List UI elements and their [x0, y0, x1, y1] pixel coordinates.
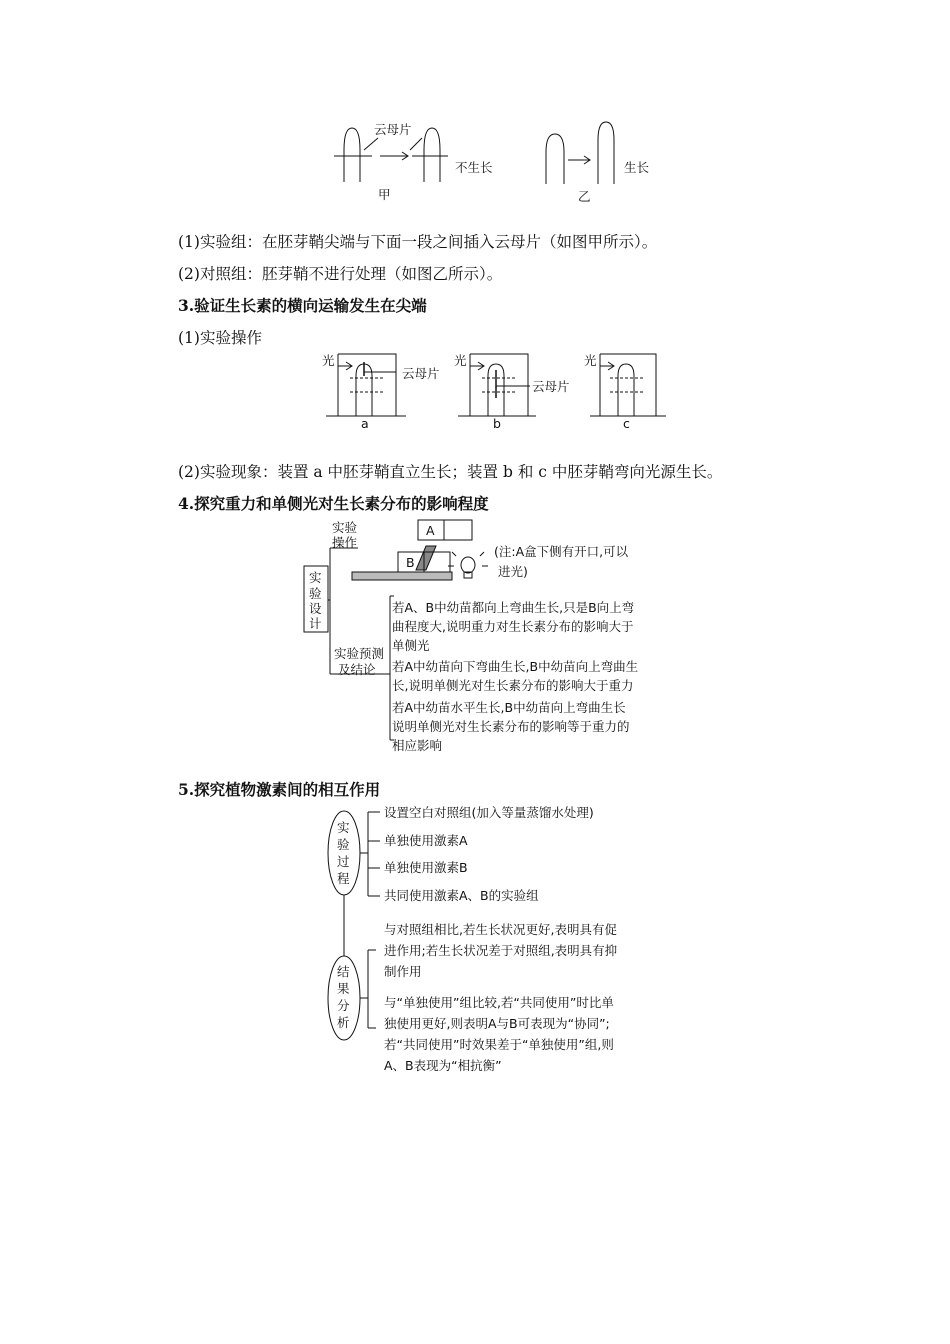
analysis2-line-3: 若“共同使用”时效果差于“单独使用”组,则	[384, 1037, 614, 1052]
analysis-char-2: 果	[337, 981, 350, 996]
mica-label-b: 云母片	[532, 379, 570, 394]
light-label-a: 光	[322, 353, 335, 368]
predict-line-1: 实验预测	[334, 646, 385, 661]
process-char-4: 程	[337, 871, 350, 886]
control-group-text: (2)对照组：胚芽鞘不进行处理（如图乙所示）。	[178, 265, 503, 283]
design-char-3: 设	[309, 601, 322, 616]
result3-line-2: 说明单侧光对生长素分布的影响等于重力的	[392, 719, 630, 734]
analysis-char-3: 分	[337, 998, 350, 1013]
label-growth: 生长	[624, 160, 650, 175]
mica-label-a: 云母片	[402, 366, 440, 381]
process-char-3: 过	[337, 854, 350, 869]
analysis2-line-4: A、B表现为“相抗衡”	[384, 1058, 502, 1073]
box-b-label: B	[406, 555, 415, 570]
result2-line-2: 长,说明单侧光对生长素分布的影响大于重力	[392, 678, 634, 693]
label-b: b	[493, 416, 501, 431]
design-char-2: 验	[309, 586, 322, 601]
result1-line-1: 若A、B中幼苗都向上弯曲生长,只是B向上弯	[392, 600, 635, 615]
note-line-1: (注:A盒下侧有开口,可以	[494, 544, 629, 559]
light-label-c: 光	[584, 353, 597, 368]
analysis-char-1: 结	[337, 964, 350, 979]
label-jia: 甲	[378, 187, 391, 202]
label-yi: 乙	[578, 189, 591, 204]
predict-line-2: 及结论	[338, 662, 376, 677]
label-a: a	[361, 416, 369, 431]
step-4: 共同使用激素A、B的实验组	[384, 888, 539, 903]
analysis1-line-3: 制作用	[384, 964, 422, 979]
section3-step1: (1)实验操作	[178, 329, 262, 347]
section5-heading: 5.探究植物激素间的相互作用	[178, 780, 381, 799]
label-no-growth: 不生长	[455, 160, 493, 175]
box-a-label: A	[426, 523, 435, 538]
step-3: 单独使用激素B	[384, 860, 468, 875]
design-char-1: 实	[309, 570, 322, 585]
experiment-group-text: (1)实验组：在胚芽鞘尖端与下面一段之间插入云母片（如图甲所示）。	[178, 233, 658, 251]
analysis2-line-2: 独使用更好,则表明A与B可表现为“协同”;	[384, 1016, 610, 1031]
step-2: 单独使用激素A	[384, 833, 468, 848]
analysis-char-4: 析	[337, 1015, 350, 1030]
process-char-1: 实	[337, 820, 350, 835]
label-mica-1: 云母片	[374, 122, 412, 137]
step-1: 设置空白对照组(加入等量蒸馏水处理)	[384, 805, 594, 820]
result1-line-2: 曲程度大,说明重力对生长素分布的影响大于	[392, 619, 634, 634]
operation-line-1: 实验	[332, 520, 358, 535]
operation-line-2: 操作	[332, 535, 358, 550]
design-char-4: 计	[309, 616, 322, 631]
section4-heading: 4.探究重力和单侧光对生长素分布的影响程度	[178, 494, 489, 513]
analysis2-line-1: 与“单独使用”组比较,若“共同使用”时比单	[384, 995, 614, 1010]
result1-line-3: 单侧光	[392, 638, 430, 653]
section3-step2: (2)实验现象：装置 a 中胚芽鞘直立生长；装置 b 和 c 中胚芽鞘弯向光源生长。	[178, 463, 723, 481]
section3-heading: 3.验证生长素的横向运输发生在尖端	[178, 296, 427, 315]
label-c: c	[623, 416, 630, 431]
result2-line-1: 若A中幼苗向下弯曲生长,B中幼苗向上弯曲生	[392, 659, 639, 674]
result3-line-3: 相应影响	[392, 738, 443, 753]
analysis1-line-2: 进作用;若生长状况差于对照组,表明具有抑	[384, 943, 618, 958]
result3-line-1: 若A中幼苗水平生长,B中幼苗向上弯曲生长	[392, 700, 626, 715]
analysis1-line-1: 与对照组相比,若生长状况更好,表明具有促	[384, 922, 617, 937]
process-char-2: 验	[337, 837, 350, 852]
light-label-b: 光	[454, 353, 467, 368]
note-line-2: 进光)	[498, 564, 528, 579]
